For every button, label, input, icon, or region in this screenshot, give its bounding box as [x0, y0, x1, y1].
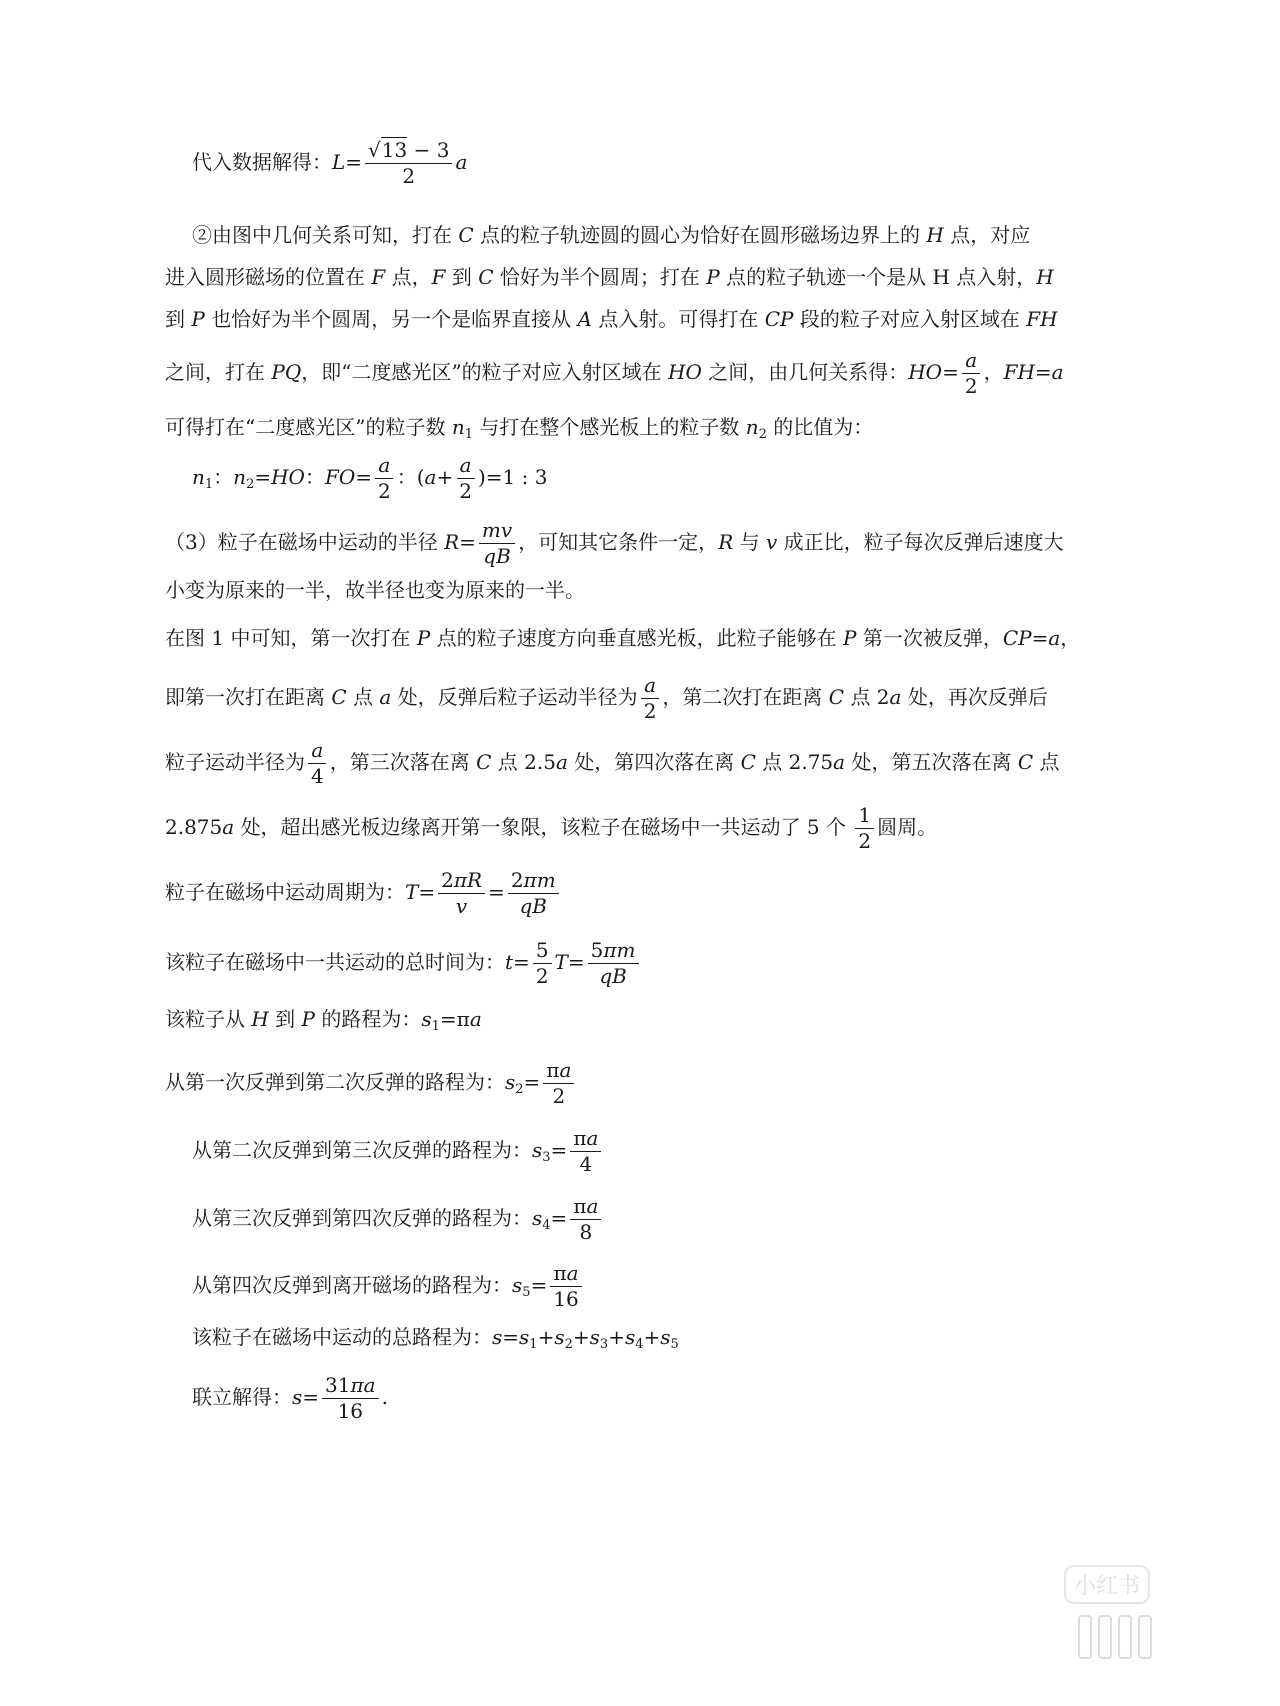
fig1-line1: 在图 1 中可知，第一次打在 P 点的粒子速度方向垂直感光板，此粒子能够在 P 第一次被反弹，CP=a， [165, 626, 1081, 650]
path-s1-line: 该粒子从 H 到 P 的路程为：$s_1=\pi a$ [165, 1007, 482, 1034]
para2-line3: 到 P 也恰好为半个圆周，另一个是临界直接从 A 点入射。可得打在 CP 段的粒子对应入射区域在 FH [165, 307, 1058, 331]
part3-line2: 小变为原来的一半，故半径也变为原来的一半。 [165, 578, 585, 602]
para2-line5: 可得打在“二度感光区”的粒子数 $n_1$ 与打在整个感光板上的粒子数 $n_2$ 的比值为： [165, 415, 874, 442]
final-answer-line: 联立解得：s= $\frac{31\pi a}{16}$ . [192, 1373, 388, 1423]
para2-line2: 进入圆形磁场的位置在 F 点，F 到 C 恰好为半个圆周；打在 P 点的粒子轨迹一个是从 H 点入射，H [165, 265, 1054, 289]
path-s3-line: 从第二次反弹到第三次反弹的路程为：$s_3=$ $\frac{\pi a}{4}$ [192, 1128, 604, 1175]
fig1-line3: 粒子运动半径为 $\frac{a}{4}$ ，第三次落在离 C 点 2.5a 处，第四次落在离 C 点 2.75a 处，第五次落在离 C 点 [165, 738, 1060, 788]
math: L [332, 150, 346, 174]
line-substitute: 代入数据解得：L= $\frac{√13 - 3}{2}$ a [192, 138, 468, 188]
para2-line1: ②由图中几何关系可知，打在 C 点的粒子轨迹圆的圆心为恰好在圆形磁场边界上的 H 点，对应 [192, 223, 1031, 247]
part3-line1: （3）粒子在磁场中运动的半径 R= $\frac{mv}{qB}$ ，可知其它条件一定，R 与 v 成正比，粒子每次反弹后速度大 [165, 518, 1064, 568]
path-s4-line: 从第三次反弹到第四次反弹的路程为：$s_4=$ $\frac{\pi a}{8}$ [192, 1196, 604, 1243]
fig1-line2: 即第一次打在距离 C 点 a 处，反弹后粒子运动半径为 $\frac{a}{2}$ ，第二次打在距离 C 点 2a 处，再次反弹后 [165, 673, 1048, 723]
fraction: $\frac{√13 - 3}{2}$ [365, 140, 452, 187]
para2-line4: 之间，打在 PQ，即“二度感光区”的粒子对应入射区域在 HO 之间，由几何关系得：HO= $\frac{a}{2}$ ，FH=a [165, 348, 1064, 398]
total-time-line: 该粒子在磁场中一共运动的总时间为：t= $\frac{5}{2}$ T= $\frac{5\pi m}{qB}$ [165, 940, 642, 987]
path-s5-line: 从第四次反弹到离开磁场的路程为：$s_5=$ $\frac{\pi a}{16}$ [192, 1263, 585, 1310]
watermark-logo: 小红书 [1064, 1565, 1150, 1604]
watermark-bars [1078, 1615, 1152, 1659]
ratio-equation: $n_1$：$n_2=HO$：FO= $\frac{a}{2}$ ：(a+ $\frac{a}{2}$ )=1 : 3 [192, 453, 548, 503]
period-line: 粒子在磁场中运动周期为：T= $\frac{2\pi R}{v}$ = $\frac{2\pi m}{qB}$ [165, 870, 562, 917]
fig1-line4: 2.875a 处，超出感光板边缘离开第一象限，该粒子在磁场中一共运动了 5 个 $\frac{1}{2}$ 圆周。 [165, 803, 938, 853]
path-s2-line: 从第一次反弹到第二次反弹的路程为：$s_2=$ $\frac{\pi a}{2}$ [165, 1060, 577, 1107]
total-path-line: 该粒子在磁场中运动的总路程为：$s=s_1+s_2+s_3+s_4+s_5$ [192, 1325, 679, 1352]
